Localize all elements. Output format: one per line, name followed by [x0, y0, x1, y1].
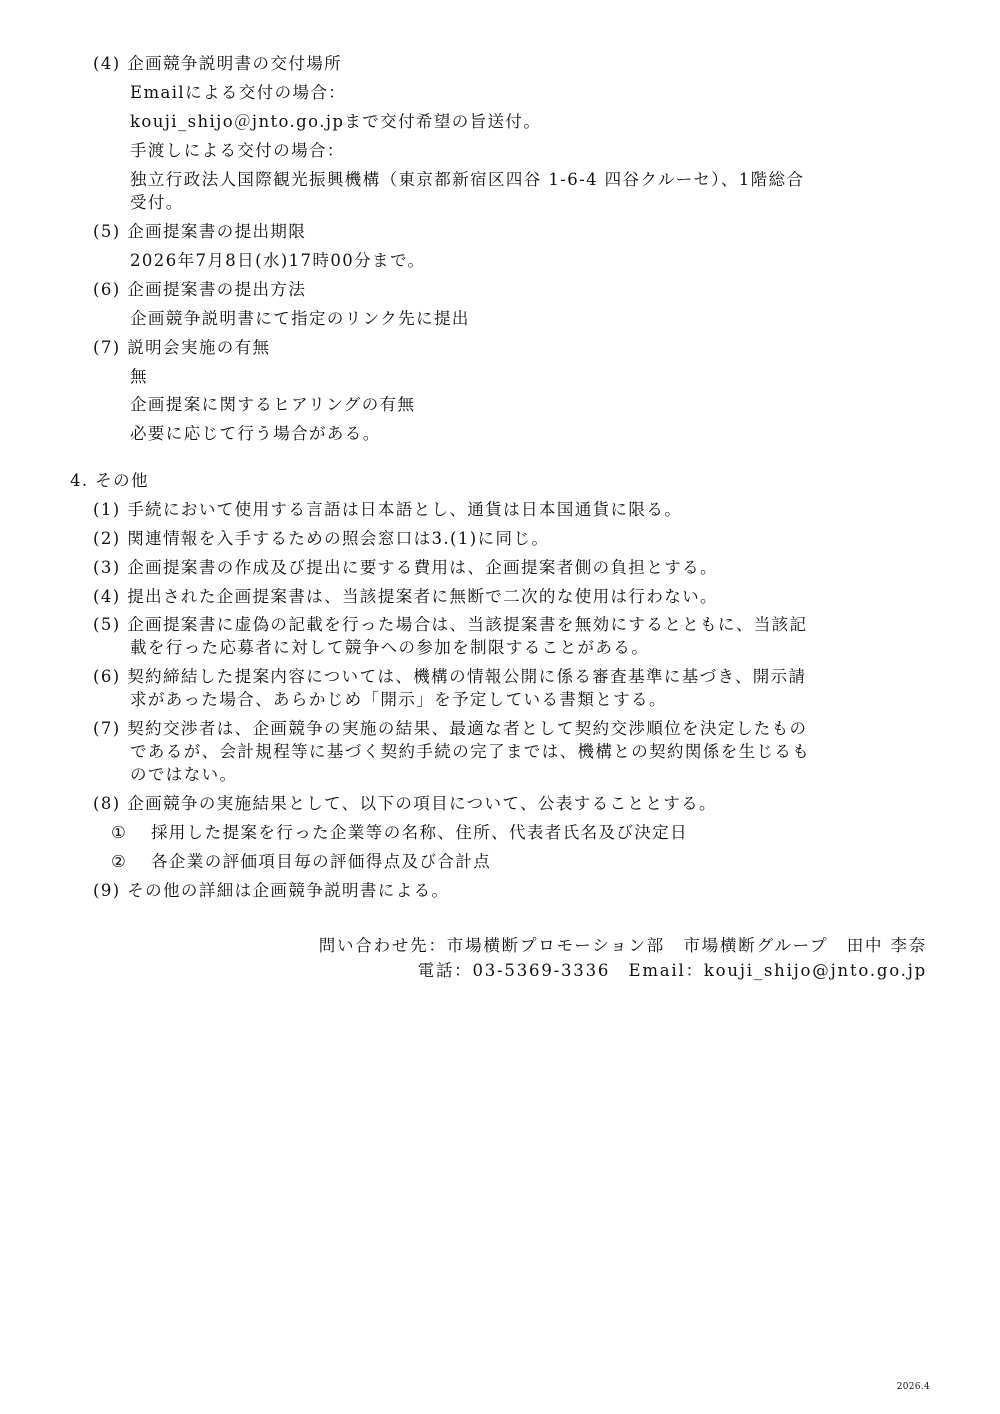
- item7-text: 無: [130, 367, 148, 386]
- section4-item-5-line1: (5) 企画提案書に虚偽の記載を行った場合は、当該提案書を無効にするとともに、当該記: [93, 615, 808, 634]
- item4-hand-line1: 独立行政法人国際観光振興機構（東京都新宿区四谷 1-6-4 四谷クルーセ）、1階総合: [130, 170, 805, 189]
- item7-hearing-text: 必要に応じて行う場合がある。: [130, 424, 381, 443]
- section4-item-1: (1) 手続において使用する言語は日本語とし、通貨は日本国通貨に限る。: [93, 500, 683, 519]
- item4-hand-label: 手渡しによる交付の場合：: [130, 141, 345, 160]
- section4-item-3: (3) 企画提案書の作成及び提出に要する費用は、企画提案者側の負担とする。: [93, 558, 718, 577]
- section4-item-6-line1: (6) 契約締結した提案内容については、機構の情報公開に係る審査基準に基づき、開示請: [93, 667, 807, 686]
- item7-hearing-label: 企画提案に関するヒアリングの有無: [130, 395, 416, 414]
- section4-item-7-line3: のではない。: [130, 765, 238, 784]
- item6-text: 企画競争説明書にて指定のリンク先に提出: [130, 309, 470, 328]
- item4-email-text: kouji_shijo＠jnto.go.jpまで交付希望の旨送付。: [130, 112, 542, 131]
- circled-number-2: ②: [111, 852, 128, 871]
- footer-date: 2026.4: [896, 1382, 930, 1392]
- item4-email-label: Emailによる交付の場合：: [130, 83, 347, 102]
- subitem-2-text: 各企業の評価項目毎の評価得点及び合計点: [151, 852, 492, 871]
- section4-item-9: (9) その他の詳細は企画競争説明書による。: [93, 881, 450, 900]
- section4-subitem-2: [111, 851, 491, 873]
- item4-hand-line2: 受付。: [130, 193, 184, 212]
- section4-item-2: (2) 関連情報を入手するための照会窓口は3.(1)に同じ。: [93, 529, 550, 548]
- item5-text: 2026年7月8日(水)17時00分まで。: [130, 251, 426, 270]
- section4-item-7-line2: であるが、会計規程等に基づく契約手続の完了までは、機構との契約関係を生じるも: [130, 742, 811, 761]
- section4-item-7-line1: (7) 契約交渉者は、企画競争の実施の結果、最適な者として契約交渉順位を決定したもの: [93, 719, 808, 738]
- item5-title: (5) 企画提案書の提出期限: [93, 222, 307, 241]
- contact-line-2: 電話：03-5369-3336 Email：kouji_shijo@jnto.go.jp: [417, 961, 927, 980]
- section4-heading: 4. その他: [70, 471, 149, 490]
- item6-title: (6) 企画提案書の提出方法: [93, 280, 307, 299]
- section4-item-8: (8) 企画競争の実施結果として、以下の項目について、公表することとする。: [93, 794, 717, 813]
- section4-item-6-line2: 求があった場合、あらかじめ「開示」を予定している書類とする。: [130, 690, 667, 709]
- circled-number-1: ①: [111, 823, 128, 842]
- contact-line-1: 問い合わせ先：市場横断プロモーション部 市場横断グループ 田中 李奈: [318, 936, 927, 955]
- section4-item-5-line2: 載を行った応募者に対して競争への参加を制限することがある。: [130, 638, 650, 657]
- subitem-1-text: 採用した提案を行った企業等の名称、住所、代表者氏名及び決定日: [151, 823, 688, 842]
- section4-subitem-1: [111, 822, 688, 844]
- item7-title: (7) 説明会実施の有無: [93, 338, 271, 357]
- section4-item-4: (4) 提出された企画提案書は、当該提案者に無断で二次的な使用は行わない。: [93, 587, 718, 606]
- item4-title: (4) 企画競争説明書の交付場所: [93, 54, 343, 73]
